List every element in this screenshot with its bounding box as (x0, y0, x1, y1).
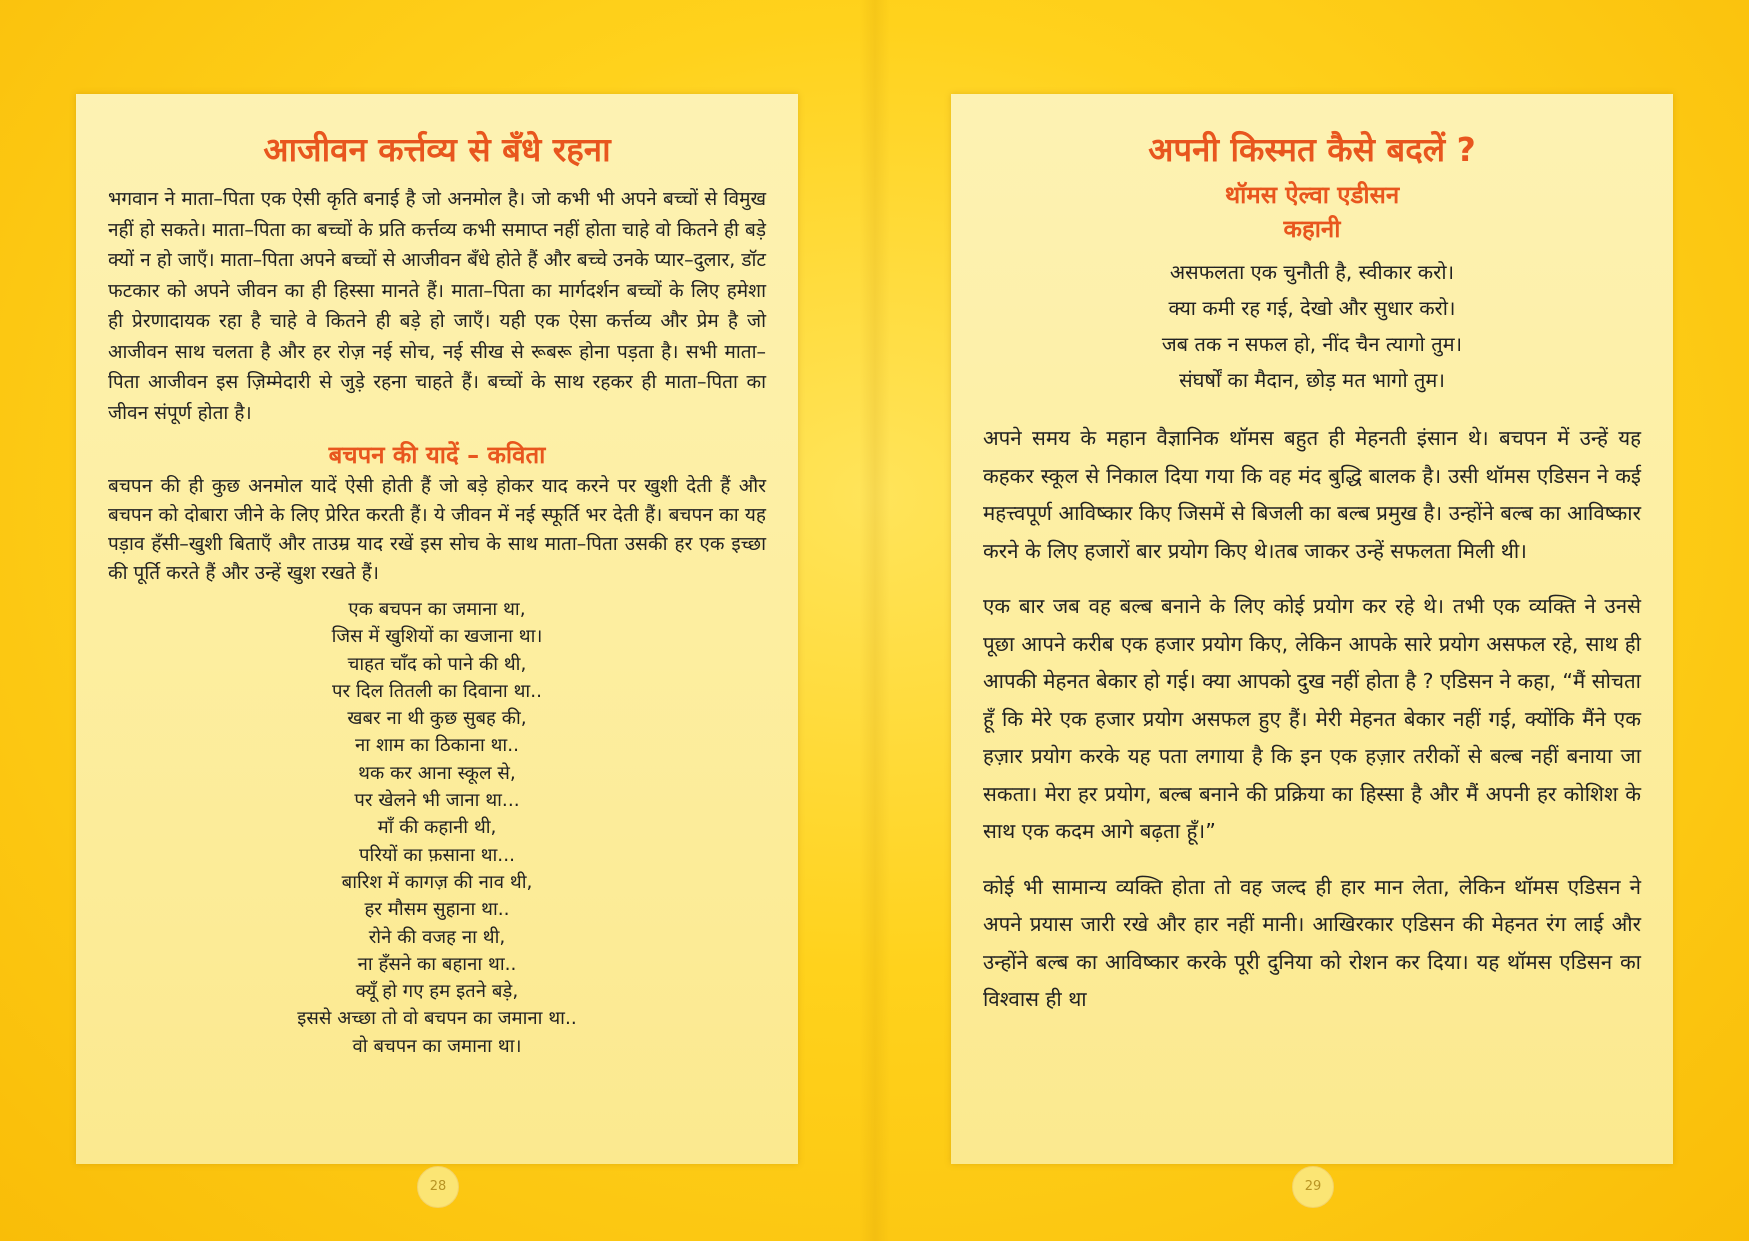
poem-line: खबर ना थी कुछ सुबह की, (347, 708, 527, 730)
failure-poem (983, 254, 1641, 398)
poem-line: एक बचपन का जमाना था, (348, 599, 526, 620)
right-page-panel (951, 94, 1673, 1164)
poem-line: क्या कमी रह गई, देखो और सुधार करो। (1168, 296, 1456, 320)
poem-line: पर खेलने भी जाना था... (354, 790, 520, 812)
right-paragraph-3: कोई भी सामान्य व्यक्ति होता तो वह जल्द ही हार मान लेता, लेकिन थॉमस एडिसन ने अपने प्रयास जारी रखे और हार नहीं मानी। आखिरकार एडिसन की मेहनत रंग लाई और उन्होंने बल्ब का आविष्कार करके पूरी दुनिया को रोशन कर दिया। यह थॉमस एडिसन का विश्वास ही था (983, 874, 1641, 1011)
edison-name-heading: थॉमस ऐल्वा एडीसन (1224, 181, 1400, 209)
poem-line: इससे अच्छा तो वो बचपन का जमाना था.. (297, 1008, 577, 1030)
right-paragraph-2: एक बार जब वह बल्ब बनाने के लिए कोई प्रयोग कर रहे थे। तभी एक व्यक्ति ने उनसे पूछा आपने करीब एक हजार प्रयोग किए, लेकिन आपके सारे प्रयोग असफल रहे, साथ ही आपकी मेहनत बेकार हो गई। क्या आपको दुख नहीं होता है ? एडिसन ने कहा, “मैं सोचता हूँ कि मेरे एक हजार प्रयोग असफल हुए हैं। मेरी मेहनत बेकार नहीं गई, क्योंकि मैंने एक हज़ार प्रयोग करके यह पता लगाया है कि इन एक हज़ार तरीकों से बल्ब नहीं बनाया जा सकता। मेरा हर प्रयोग, बल्ब बनाने की प्रक्रिया का हिस्सा है और मैं अपनी हर कोशिश के साथ एक कदम आगे बढ़ता हूँ।” (983, 594, 1641, 843)
poem-line: संघर्षों का मैदान, छोड़ मत भागो तुम। (1179, 368, 1445, 392)
left-paragraph-1: भगवान ने माता–पिता एक ऐसी कृति बनाई है जो अनमोल है। जो कभी भी अपने बच्चों से विमुख नहीं हो सकते। माता–पिता का बच्चों के प्रति कर्त्तव्य कभी समाप्त नहीं होता चाहे वो कितने ही बड़े क्यों न हो जाएँ। माता–पिता अपने बच्चों से आजीवन बँधे होते हैं और बच्चे उनके प्यार–दुलार, डॉट फटकार को अपने जीवन का ही हिस्सा मानते हैं। माता–पिता का मार्गदर्शन बच्चों के लिए हमेशा ही प्रेरणादायक रहा है चाहे वे कितने ही बड़े हो जाएँ। यही एक ऐसा कर्त्तव्य और प्रेम है जो आजीवन साथ चलता है और हर रोज़ नई सोच, नई सीख से रूबरू होना पड़ता है। सभी माता–पिता आजीवन इस ज़िम्मेदारी से जुड़े रहना चाहते हैं। बच्चों के साथ रहकर ही माता–पिता का जीवन संपूर्ण होता है। (108, 188, 766, 424)
poem-line: क्यूँ हो गए हम इतने बड़े, (355, 981, 519, 1003)
poem-line: माँ की कहानी थी, (377, 817, 497, 839)
story-label-heading: कहानी (1283, 215, 1341, 243)
left-page-panel (76, 94, 798, 1164)
poem-line: वो बचपन का जमाना था। (352, 1035, 522, 1057)
poem-line: थक कर आना स्कूल से, (358, 762, 516, 784)
childhood-poem (108, 596, 766, 1060)
right-paragraph-1: अपने समय के महान वैज्ञानिक थॉमस बहुत ही मेहनती इंसान थे। बचपन में उन्हें यह कहकर स्कूल से निकाल दिया गया कि वह मंद बुद्धि बालक है। उसी थॉमस एडिसन ने कई महत्त्वपूर्ण आविष्कार किए जिसमें से बिजली का बल्ब प्रमुख है। उन्होंने बल्ब का आविष्कार करने के लिए हजारों बार प्रयोग किए थे।तब जाकर उन्हें सफलता मिली थी। (983, 426, 1641, 563)
poem-line: चाहत चाँद को पाने की थी, (347, 653, 527, 675)
poem-section-title: बचपन की यादें – कविता (328, 441, 546, 469)
poem-line: हर मौसम सुहाना था.. (364, 899, 510, 921)
right-page-title: अपनी किस्मत कैसे बदलें ? (1148, 130, 1476, 169)
poem-line: बारिश में कागज़ की नाव थी, (341, 871, 533, 893)
book-spine (860, 0, 890, 1241)
poem-line: परियों का फ़साना था... (359, 844, 515, 866)
poem-line: असफलता एक चुनौती है, स्वीकार करो। (1169, 260, 1455, 284)
poem-line: जब तक न सफल हो, नींद चैन त्यागो तुम। (1161, 332, 1463, 356)
left-page-title: आजीवन कर्त्तव्य से बँधे रहना (263, 130, 611, 169)
poem-line: ना हँसने का बहाना था.. (357, 953, 517, 975)
poem-line: जिस में खुशियों का खजाना था। (331, 626, 543, 648)
left-page-number: 28 (417, 1166, 459, 1208)
left-paragraph-2: बचपन की ही कुछ अनमोल यादें ऐसी होती हैं जो बड़े होकर याद करने पर खुशी देती हैं और बचपन को दोबारा जीने के लिए प्रेरित करती हैं। ये जीवन में नई स्फूर्ति भर देती हैं। बचपन का यह पड़ाव हँसी–खुशी बिताएँ और ताउम्र याद रखें इस सोच के साथ माता–पिता उसकी हर एक इच्छा की पूर्ति करते हैं और उन्हें खुश रखते हैं। (108, 475, 766, 584)
poem-line: रोने की वजह ना थी, (368, 926, 506, 948)
right-page-number: 29 (1292, 1166, 1334, 1208)
poem-line: पर दिल तितली का दिवाना था.. (332, 680, 542, 702)
poem-line: ना शाम का ठिकाना था.. (355, 735, 519, 757)
